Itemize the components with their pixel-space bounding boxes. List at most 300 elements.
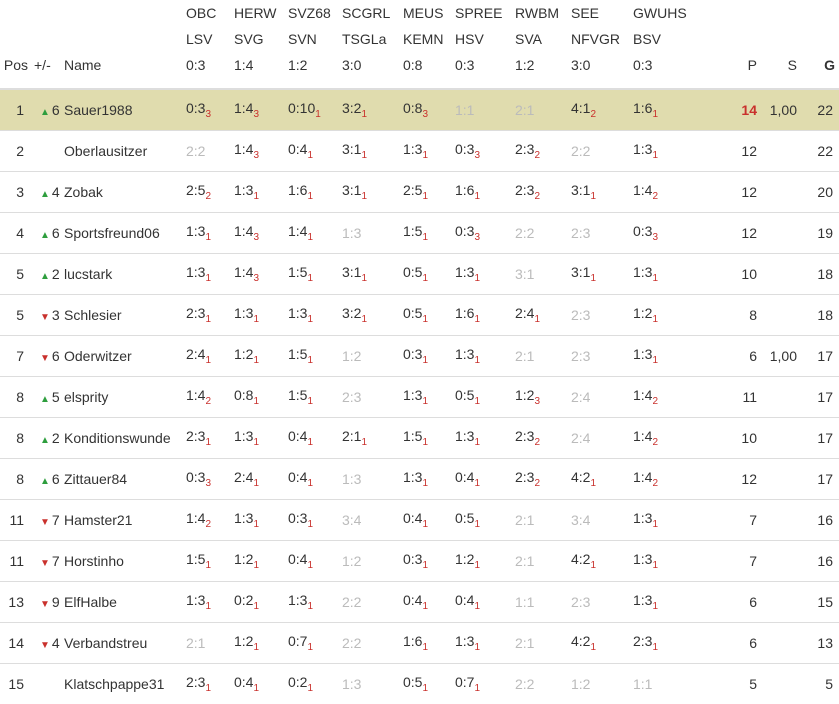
tip-cell (455, 131, 515, 172)
tip-points: 1 (361, 109, 367, 120)
tip-points: 1 (361, 150, 367, 161)
table-row[interactable] (0, 541, 839, 582)
player-name[interactable]: Zittauer84 (64, 459, 186, 500)
tip-score (571, 676, 590, 692)
tip-cell (515, 500, 571, 541)
tip-score (455, 387, 480, 403)
tip-score (234, 674, 259, 690)
tip-score (186, 551, 211, 567)
player-name[interactable]: Horstinho (64, 541, 186, 582)
tip-value: 1:4 (633, 387, 652, 403)
change-cell (34, 623, 64, 664)
player-name[interactable]: ElfHalbe (64, 582, 186, 623)
tip-value: 1:2 (342, 553, 361, 569)
tip-points: 2 (652, 396, 658, 407)
tip-value: 0:7 (288, 633, 307, 649)
change-value: 6 (52, 102, 60, 118)
tip-points: 1 (422, 601, 428, 612)
tip-score (403, 182, 428, 198)
tip-value: 1:3 (633, 346, 652, 362)
tip-value: 0:3 (403, 551, 422, 567)
table-row[interactable] (0, 623, 839, 664)
tip-cell (455, 254, 515, 295)
tip-cell (342, 418, 403, 459)
tip-points: 1 (652, 355, 658, 366)
tip-cell (633, 213, 697, 254)
tip-value: 3:2 (342, 100, 361, 116)
col-match-2[interactable] (288, 0, 342, 89)
tip-cell (234, 172, 288, 213)
tip-points: 2 (534, 150, 540, 161)
tip-score (403, 510, 428, 526)
tip-score (186, 510, 211, 526)
tip-cell (234, 254, 288, 295)
g-cell: 17 (803, 418, 839, 459)
tip-value: 0:3 (288, 510, 307, 526)
tip-cell (342, 582, 403, 623)
tip-value: 2:3 (571, 307, 590, 323)
tip-points: 2 (652, 478, 658, 489)
tip-cell (403, 131, 455, 172)
tip-cell (571, 172, 633, 213)
tip-points: 1 (307, 642, 313, 653)
tip-value: 1:3 (455, 428, 474, 444)
tip-points: 1 (474, 478, 480, 489)
match-result: 0:3 (455, 52, 513, 78)
tip-points: 1 (307, 478, 313, 489)
tip-value: 2:1 (186, 635, 205, 651)
change-cell (34, 377, 64, 418)
tip-score (515, 594, 534, 610)
tip-value: 4:1 (571, 100, 590, 116)
tip-score (455, 633, 480, 649)
tip-score (288, 551, 313, 567)
tip-score (234, 551, 259, 567)
change-value: 6 (52, 348, 60, 364)
tip-points: 1 (422, 314, 428, 325)
tip-score (515, 553, 534, 569)
col-match-6[interactable] (515, 0, 571, 89)
tip-value: 0:4 (288, 141, 307, 157)
points-cell: 12 (697, 131, 763, 172)
tip-value: 1:3 (633, 510, 652, 526)
tip-cell (403, 582, 455, 623)
tip-value: 4:2 (571, 633, 590, 649)
tip-points: 1 (307, 396, 313, 407)
table-row[interactable] (0, 459, 839, 500)
tip-cell (288, 459, 342, 500)
tip-value: 2:5 (186, 182, 205, 198)
tip-value: 1:3 (633, 141, 652, 157)
tip-cell (234, 377, 288, 418)
tip-score (288, 305, 313, 321)
player-name[interactable]: Zobak (64, 172, 186, 213)
s-cell: 1,00 (763, 336, 803, 377)
tip-cell (633, 172, 697, 213)
rank-cell: 1 (0, 89, 34, 131)
tip-value: 0:3 (186, 469, 205, 485)
rank-cell: 11 (0, 541, 34, 582)
g-cell: 22 (803, 131, 839, 172)
tip-cell (186, 336, 234, 377)
tip-score (571, 594, 590, 610)
change-cell (34, 459, 64, 500)
change-value: 6 (52, 225, 60, 241)
tip-value: 1:2 (571, 676, 590, 692)
change-cell (34, 131, 64, 172)
arrow-up-icon: ▲ (40, 394, 50, 405)
tip-cell (288, 418, 342, 459)
tip-value: 0:4 (288, 428, 307, 444)
tip-points: 1 (474, 396, 480, 407)
col-name[interactable]: Name (64, 0, 186, 89)
tip-cell (633, 623, 697, 664)
tip-value: 2:3 (515, 141, 534, 157)
col-match-5[interactable] (455, 0, 515, 89)
tip-cell (571, 336, 633, 377)
tip-cell (455, 623, 515, 664)
change-value: 4 (52, 184, 60, 200)
tip-score (234, 264, 259, 280)
tip-cell (186, 89, 234, 131)
tip-cell (515, 336, 571, 377)
match-away: SVN (288, 26, 340, 52)
tip-cell (403, 623, 455, 664)
tip-score (571, 512, 590, 528)
tip-points: 1 (205, 601, 211, 612)
tip-score (186, 387, 211, 403)
tip-value: 1:3 (342, 676, 361, 692)
tip-value: 1:1 (633, 676, 652, 692)
player-name[interactable]: elsprity (64, 377, 186, 418)
tip-points: 1 (474, 642, 480, 653)
tip-value: 0:4 (288, 469, 307, 485)
tip-score (403, 387, 428, 403)
tip-score (403, 592, 428, 608)
tip-score (288, 182, 313, 198)
tip-score (633, 592, 658, 608)
rank-cell: 15 (0, 664, 34, 704)
tip-cell (342, 459, 403, 500)
tip-cell (403, 254, 455, 295)
player-name[interactable]: Hamster21 (64, 500, 186, 541)
match-result: 0:3 (186, 52, 232, 78)
table-row[interactable] (0, 418, 839, 459)
tip-points: 1 (361, 437, 367, 448)
tip-score (186, 305, 211, 321)
tip-cell (234, 500, 288, 541)
match-away: SVG (234, 26, 286, 52)
tip-value: 1:5 (288, 346, 307, 362)
tip-score (403, 674, 428, 690)
tip-score (633, 305, 658, 321)
col-match-3[interactable] (342, 0, 403, 89)
tip-score (455, 182, 480, 198)
g-cell: 20 (803, 172, 839, 213)
table-row[interactable] (0, 336, 839, 377)
tip-cell (455, 295, 515, 336)
tip-value: 3:2 (342, 305, 361, 321)
tip-cell (633, 336, 697, 377)
tip-value: 1:3 (455, 264, 474, 280)
player-name[interactable]: Sauer1988 (64, 89, 186, 131)
tip-score (234, 100, 259, 116)
tip-cell (186, 623, 234, 664)
tip-value: 0:3 (403, 346, 422, 362)
change-cell (34, 254, 64, 295)
tip-value: 2:2 (342, 635, 361, 651)
tip-cell (403, 295, 455, 336)
player-name[interactable]: Sportsfreund06 (64, 213, 186, 254)
match-result: 1:4 (234, 52, 286, 78)
table-row[interactable] (0, 377, 839, 418)
match-away: HSV (455, 26, 513, 52)
tip-cell (571, 459, 633, 500)
tip-score (234, 305, 259, 321)
tip-score (186, 469, 211, 485)
tip-value: 0:4 (455, 592, 474, 608)
tip-points: 1 (534, 314, 540, 325)
tip-score (342, 182, 367, 198)
tip-value: 1:6 (455, 182, 474, 198)
points-cell: 6 (697, 582, 763, 623)
s-cell (763, 131, 803, 172)
g-cell: 18 (803, 254, 839, 295)
tip-value: 3:1 (571, 182, 590, 198)
tip-points: 1 (253, 683, 259, 694)
tip-value: 2:3 (186, 674, 205, 690)
tip-points: 1 (253, 314, 259, 325)
tip-cell (288, 89, 342, 131)
match-home: GWUHS (633, 0, 695, 26)
col-points[interactable]: P (697, 0, 763, 89)
tip-score (403, 264, 428, 280)
tip-points: 1 (652, 601, 658, 612)
tip-points: 1 (253, 642, 259, 653)
table-row[interactable] (0, 295, 839, 336)
match-home: SEE (571, 0, 631, 26)
tip-cell (288, 664, 342, 704)
tip-value: 1:3 (234, 305, 253, 321)
tip-cell (342, 172, 403, 213)
tip-score (342, 141, 367, 157)
table-row[interactable] (0, 131, 839, 172)
tip-score (234, 510, 259, 526)
match-result: 1:2 (288, 52, 340, 78)
tip-points: 1 (307, 519, 313, 530)
tip-cell (186, 172, 234, 213)
tip-value: 2:3 (571, 594, 590, 610)
tip-points: 2 (590, 109, 596, 120)
points-cell: 5 (697, 664, 763, 704)
points-cell: 10 (697, 418, 763, 459)
tip-cell (455, 500, 515, 541)
tip-value: 1:5 (186, 551, 205, 567)
tip-value: 1:3 (455, 346, 474, 362)
tip-value: 2:3 (515, 469, 534, 485)
tip-value: 1:1 (515, 594, 534, 610)
tip-cell (234, 336, 288, 377)
tip-points: 1 (253, 191, 259, 202)
tip-value: 1:4 (288, 223, 307, 239)
player-name[interactable]: Oderwitzer (64, 336, 186, 377)
tip-points: 1 (253, 396, 259, 407)
tip-score (633, 551, 658, 567)
tip-score (186, 635, 205, 651)
tip-cell (234, 541, 288, 582)
player-name[interactable]: Konditionswunde (64, 418, 186, 459)
tip-value: 1:3 (403, 387, 422, 403)
tip-points: 1 (307, 232, 313, 243)
tip-value: 2:2 (186, 143, 205, 159)
tip-points: 2 (652, 437, 658, 448)
tip-cell (186, 213, 234, 254)
col-match-1[interactable] (234, 0, 288, 89)
tip-value: 0:4 (455, 469, 474, 485)
tip-value: 1:3 (186, 264, 205, 280)
tip-score (571, 307, 590, 323)
match-home: SVZ68 (288, 0, 340, 26)
tip-value: 2:4 (571, 430, 590, 446)
tip-score (186, 143, 205, 159)
tip-cell (288, 213, 342, 254)
player-name[interactable]: Schlesier (64, 295, 186, 336)
tip-points: 1 (422, 560, 428, 571)
match-away: LSV (186, 26, 232, 52)
points-cell: 7 (697, 500, 763, 541)
tip-points: 1 (307, 355, 313, 366)
g-cell: 16 (803, 541, 839, 582)
tip-score (515, 348, 534, 364)
tip-value: 1:3 (234, 510, 253, 526)
table-row[interactable] (0, 500, 839, 541)
col-g[interactable]: G (803, 0, 839, 89)
tip-score (633, 264, 658, 280)
tip-cell (633, 664, 697, 704)
tip-score (342, 635, 361, 651)
tip-cell (633, 500, 697, 541)
tip-cell (186, 541, 234, 582)
tip-score (455, 510, 480, 526)
tip-cell (403, 336, 455, 377)
tip-cell (234, 623, 288, 664)
table-row[interactable] (0, 172, 839, 213)
tip-score (515, 676, 534, 692)
tip-value: 1:5 (403, 223, 422, 239)
tip-value: 0:8 (234, 387, 253, 403)
tip-value: 2:1 (515, 102, 534, 118)
tip-score (342, 100, 367, 116)
tip-cell (455, 418, 515, 459)
table-row[interactable] (0, 89, 839, 131)
tip-cell (455, 541, 515, 582)
tip-score (234, 592, 259, 608)
tip-cell (342, 623, 403, 664)
tip-score (288, 264, 313, 280)
col-change[interactable]: +/- (34, 0, 64, 89)
tip-value: 2:2 (342, 594, 361, 610)
tip-points: 1 (253, 560, 259, 571)
table-row[interactable] (0, 254, 839, 295)
rank-cell: 7 (0, 336, 34, 377)
arrow-down-icon: ▼ (40, 558, 50, 569)
tip-value: 1:3 (186, 592, 205, 608)
col-pos[interactable]: Pos (0, 0, 34, 89)
player-name[interactable]: lucstark (64, 254, 186, 295)
tip-value: 0:2 (288, 674, 307, 690)
arrow-down-icon: ▼ (40, 599, 50, 610)
tip-value: 2:4 (234, 469, 253, 485)
tip-score (186, 223, 211, 239)
tip-score (515, 469, 540, 485)
table-row[interactable] (0, 582, 839, 623)
g-cell: 5 (803, 664, 839, 704)
tip-points: 1 (422, 478, 428, 489)
tip-value: 0:3 (455, 141, 474, 157)
tip-score (455, 346, 480, 362)
col-match-7[interactable] (571, 0, 633, 89)
tip-value: 2:4 (515, 305, 534, 321)
tip-score (234, 633, 259, 649)
points-cell: 6 (697, 336, 763, 377)
tip-score (403, 305, 428, 321)
tip-cell (455, 172, 515, 213)
tip-points: 3 (422, 109, 428, 120)
tip-value: 2:3 (571, 348, 590, 364)
tip-points: 1 (307, 437, 313, 448)
table-row[interactable] (0, 213, 839, 254)
col-match-4[interactable] (403, 0, 455, 89)
tip-score (403, 551, 428, 567)
g-cell: 19 (803, 213, 839, 254)
tip-score (455, 223, 480, 239)
tip-score (342, 264, 367, 280)
tip-value: 1:3 (403, 141, 422, 157)
tip-points: 2 (205, 396, 211, 407)
tip-value: 1:4 (234, 223, 253, 239)
tip-cell (403, 89, 455, 131)
tip-cell (403, 459, 455, 500)
tip-cell (234, 131, 288, 172)
tip-value: 1:4 (633, 428, 652, 444)
change-cell (34, 172, 64, 213)
col-match-0[interactable] (186, 0, 234, 89)
col-s[interactable]: S (763, 0, 803, 89)
player-name[interactable]: Klatschpappe31 (64, 664, 186, 704)
tip-cell (515, 131, 571, 172)
points-cell: 14 (697, 89, 763, 131)
tip-score (571, 469, 596, 485)
player-name[interactable]: Oberlausitzer (64, 131, 186, 172)
tip-value: 1:4 (234, 141, 253, 157)
tip-cell (571, 295, 633, 336)
tip-points: 1 (307, 560, 313, 571)
tip-cell (288, 254, 342, 295)
table-row[interactable] (0, 664, 839, 704)
tip-points: 1 (590, 560, 596, 571)
col-match-8[interactable] (633, 0, 697, 89)
tip-cell (515, 418, 571, 459)
tip-points: 1 (652, 314, 658, 325)
tip-score (186, 592, 211, 608)
tip-cell (515, 295, 571, 336)
tip-score (571, 551, 596, 567)
tip-score (234, 387, 259, 403)
tip-value: 1:6 (403, 633, 422, 649)
tip-points: 3 (205, 478, 211, 489)
tip-cell (571, 213, 633, 254)
player-name[interactable]: Verbandstreu (64, 623, 186, 664)
